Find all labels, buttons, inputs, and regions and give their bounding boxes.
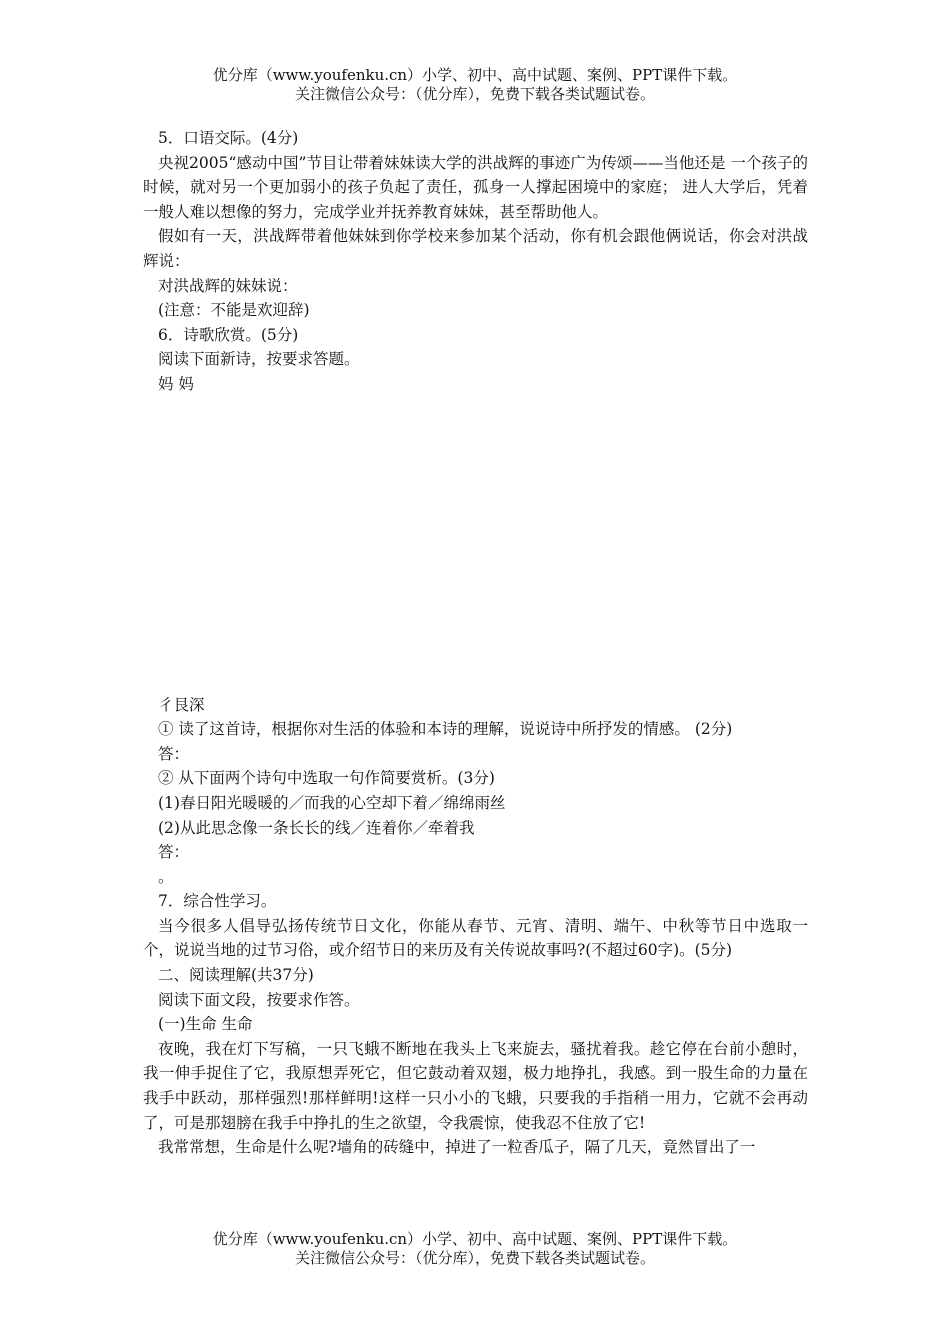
section2-title: 二、阅读理解(共37分): [158, 966, 314, 985]
q6-2-option-2: (2)从此思念像一条长长的线／连着你／牵着我: [158, 818, 475, 837]
passage1-title: (一)生命 生命: [158, 1015, 253, 1034]
q5-sister: 对洪战辉的妹妹说：: [158, 276, 298, 295]
q7-title: 7．综合性学习。: [158, 892, 277, 911]
header-line-2: 关注微信公众号：（优分库），免费下载各类试题试卷。: [294, 85, 655, 103]
section2-intro: 阅读下面文段，按要求作答。: [158, 990, 360, 1009]
footer-line-1: 优分库（www.youfenku.cn）小学、初中、高中试题、案例、PPT课件下载。: [212, 1230, 738, 1248]
q5-text: 央视2005“感动中国”节目让带着妹妹读大学的洪战辉的事迹广为传颂——当他还是 一个孩子的时候，就对另一个更加弱小的孩子负起了责任，孤身一人撑起困境中的家庭； 进人大学后，凭着一般人难以想像的努力，完成学业并抚养教育妹妹，甚至帮助他人。: [143, 153, 808, 221]
q5-note: (注意：不能是欢迎辞): [158, 301, 310, 320]
answer-label-2: 答：: [158, 843, 190, 862]
q6-title: 6．诗歌欣赏。(5分): [158, 325, 299, 344]
q6-1: ① 读了这首诗，根据你对生活的体验和本诗的理解，说说诗中所抒发的情感。 (2分): [158, 720, 733, 739]
footer-line-2: 关注微信公众号：（优分库），免费下载各类试题试卷。: [294, 1249, 655, 1267]
q6-2: ② 从下面两个诗句中选取一句作简要赏析。(3分): [158, 769, 495, 788]
q6-intro: 阅读下面新诗，按要求答题。: [158, 350, 360, 369]
page-header: [0, 66, 950, 104]
answer-label-1: 答：: [158, 744, 190, 763]
passage1-paragraph-1: 夜晚，我在灯下写稿，一只飞蛾不断地在我头上飞来旋去，骚扰着我。趁它停在台前小憩时，我一伸手捉住了它，我原想弄死它，但它鼓动着双翅，极力地挣扎，我感。到一股生命的力量在我手中跃动，那样强烈!那样鲜明!这样一只小小的飞蛾，只要我的手指稍一用力，它就不会再动了，可是那翅膀在我手中挣扎的生之欲望，令我震惊，使我忍不住放了它!: [143, 1039, 808, 1132]
header-line-1: 优分库（www.youfenku.cn）小学、初中、高中试题、案例、PPT课件下载。: [212, 66, 738, 84]
page-footer: [0, 1230, 950, 1268]
passage1-paragraph-2: 我常常想，生命是什么呢?墙角的砖缝中，掉进了一粒香瓜子，隔了几天，竟然冒出了一: [158, 1138, 756, 1157]
q5-title: 5．口语交际。(4分): [158, 129, 299, 147]
q7-text: 当今很多人倡导弘扬传统节日文化，你能从春节、元宵、清明、端午、中秋等节日中选取一个，说说当地的过节习俗，或介绍节日的来历及有关传说故事吗?(不超过60字)。(5分): [143, 916, 808, 960]
poem-title: 妈 妈: [158, 374, 194, 393]
period-mark: 。: [158, 867, 174, 886]
q5-prompt: 假如有一天，洪战辉带着他妹妹到你学校来参加某个活动，你有机会跟他俩说话，你会对洪战辉说：: [143, 227, 808, 270]
poem-image-area: [143, 397, 808, 693]
poem-author: 彳艮深: [158, 695, 205, 714]
q6-2-option-1: (1)春日阳光暖暖的／而我的心空却下着／绵绵雨丝: [158, 793, 506, 812]
document-body: [143, 126, 808, 1160]
